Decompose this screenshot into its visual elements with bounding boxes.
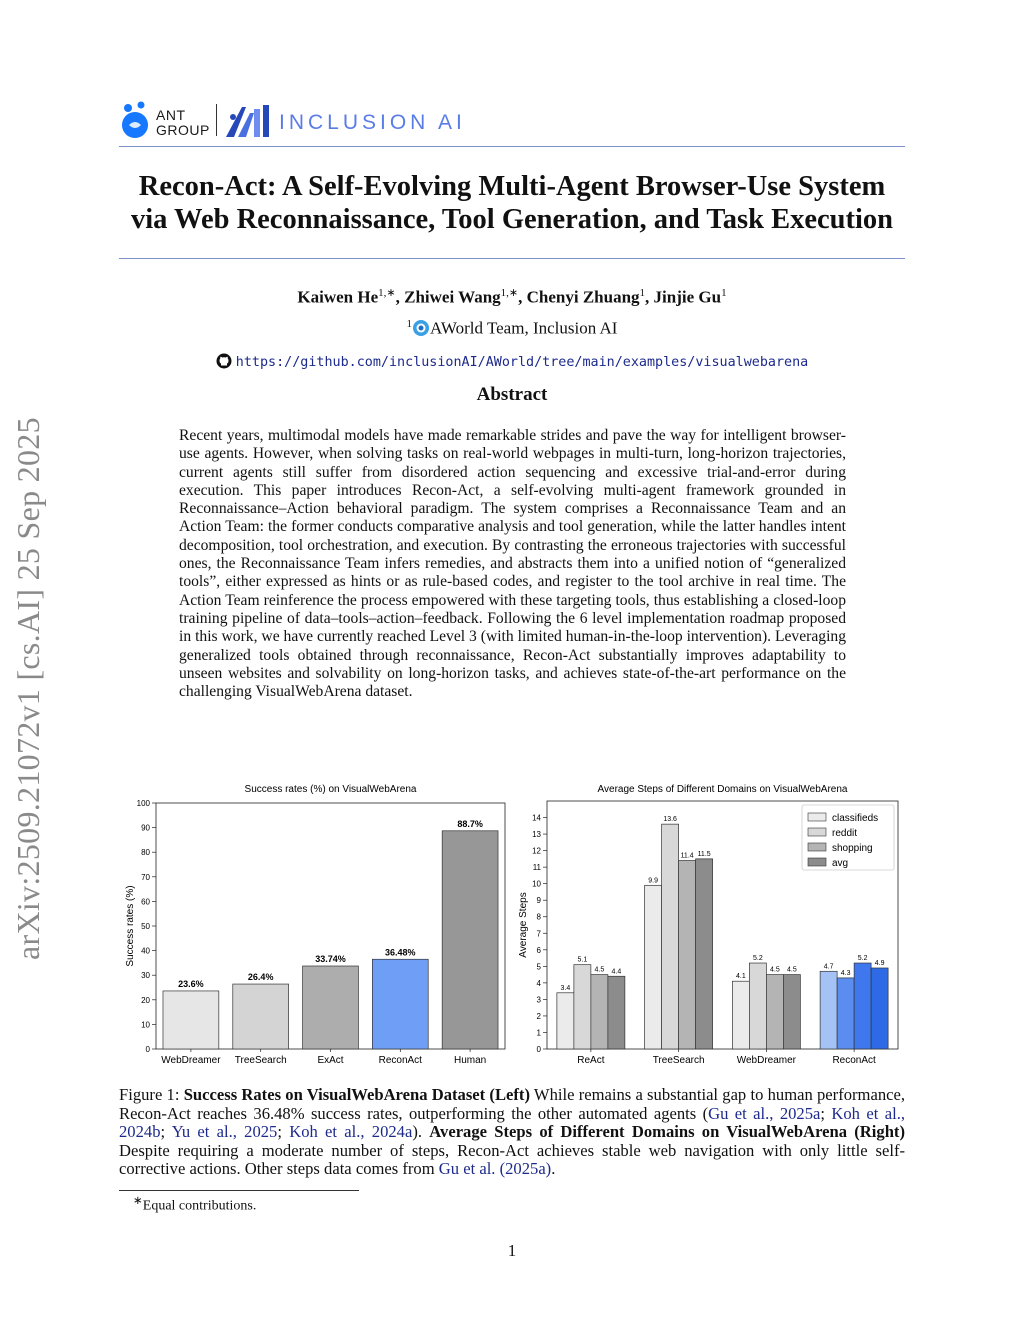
y-axis-label: Success rates (%): [125, 885, 136, 967]
abstract-body: Recent years, multimodal models have made remarkable strides and pave the way for intelligent browser-use agents. However, when solving tasks on real-world webpages in multi-turn, long-horizon trajectories, current agents still suffer from disordered action sequencing and excessive trial-and-error during execution. This paper introduces Recon-Act, a self-evolving multi-agent framework grounded in Reconnaissance–Action behavioral paradigm. The system comprises a Reconnaissance Team and an Action Team: the former conducts comparative analysis and tool generation, while the latter handles intent decomposition, tool orchestration, and execution. By contrasting the erroneous trajectories with successful ones, the Reconnaissance Team infers remedies, and abstracts them into a unified notion of “generalized tools”, either expressed as hints or as rule-based codes, and register to the tool archive in real time. The Action Team reinference the process empowered with these targeting tools, thus establishing a closed-loop training pipeline of data–tools–action–feedback. Following the 6 level implementation roadmap proposed in this work, we have currently reached Level 3 (with limited human-in-the-loop intervention). Leveraging generalized tools obtained through reconnaissance, Recon-Act substantially improves adaptability to unseen websites and solvability on long-horizon tasks, and achieves state-of-the-art performance on the challenging VisualWebArena dataset.: [179, 427, 846, 701]
bar: [372, 959, 428, 1049]
bar: [442, 831, 498, 1049]
bar-value-label: 4.5: [770, 966, 780, 974]
legend-swatch: [808, 858, 826, 866]
x-tick-label: ReAct: [577, 1055, 605, 1066]
y-tick-label: 30: [141, 971, 150, 981]
bar: [783, 975, 800, 1049]
bar: [749, 963, 766, 1049]
caption-sep: ;: [160, 1122, 172, 1142]
bar: [591, 975, 608, 1049]
author-name: Zhiwei Wang: [404, 287, 501, 307]
caption-text: ).: [412, 1122, 430, 1142]
y-tick-label: 10: [141, 1020, 150, 1030]
bar-value-label: 4.3: [840, 969, 851, 977]
title-line-2: via Web Reconnaissance, Tool Generation, and Task Execution: [131, 204, 893, 235]
bar-value-label: 4.5: [594, 966, 605, 974]
footnote-text: Equal contributions.: [142, 1198, 257, 1214]
caption-text: While remains a substantial gap to human performance, Recon-Act reaches 36.48% success rates, outperforming the other automated agents (: [119, 1085, 905, 1123]
author-sup: 1: [639, 287, 646, 299]
bar-value-label: 4.5: [787, 966, 797, 974]
y-tick-label: 90: [141, 823, 150, 833]
bar-value-label: 23.6%: [178, 978, 204, 989]
bar: [696, 859, 713, 1049]
bar: [820, 971, 837, 1049]
bar: [557, 993, 574, 1049]
y-tick-label: 40: [141, 946, 150, 956]
legend-entry: avg: [832, 858, 849, 869]
github-icon: [216, 353, 232, 369]
x-tick-label: ReconAct: [832, 1055, 876, 1066]
author-sup: 1,∗: [500, 287, 519, 299]
y-tick-label: 4: [536, 978, 541, 988]
x-tick-label: ReconAct: [378, 1055, 422, 1066]
logo-divider: [216, 104, 217, 136]
y-tick-label: 1: [536, 1028, 541, 1038]
title-line-1: Recon-Act: A Self-Evolving Multi-Agent Browser-Use System: [138, 171, 886, 202]
author-list: Kaiwen $He^{1,∗}$, Zhiwei Wang$^{1,∗}$, Chenyi Zhuang$^1$, Jinjie Gu$^1$: [297, 287, 727, 307]
author-name: Jinjie Gu: [653, 287, 722, 307]
affiliation: [119, 318, 905, 339]
paper-title: [110, 170, 914, 236]
y-tick-label: 3: [536, 995, 541, 1005]
bar-value-label: 5.2: [857, 955, 868, 963]
chart-title: Success rates (%) on VisualWebArena: [244, 784, 417, 795]
chart-title: Average Steps of Different Domains on VisualWebArena: [597, 784, 848, 795]
legend-entry: classifieds: [832, 813, 879, 824]
citation-link[interactable]: Gu et al. (2025a): [438, 1159, 552, 1179]
y-tick-label: 10: [532, 879, 541, 889]
bar-value-label: 3.4: [560, 984, 571, 992]
abstract-heading: Abstract: [476, 384, 548, 405]
citation-link[interactable]: Koh et al., 2024a: [289, 1122, 413, 1142]
y-tick-label: 0: [536, 1045, 541, 1054]
bar: [679, 861, 696, 1049]
citation-link[interactable]: Gu et al., 2025a: [708, 1103, 821, 1123]
bar: [574, 965, 591, 1049]
x-tick-label: TreeSearch: [652, 1055, 705, 1066]
ant-group-logo-icon: [119, 99, 153, 139]
y-tick-label: 100: [136, 799, 150, 808]
inclusion-ai-wordmark: INCLUSION AI: [279, 111, 466, 134]
author-name: Kaiwen He: [297, 287, 379, 307]
bar: [608, 976, 625, 1049]
bar-value-label: 5.1: [577, 956, 588, 964]
y-tick-label: 20: [141, 995, 150, 1005]
y-tick-label: 11: [532, 863, 541, 873]
bar: [766, 975, 783, 1049]
citation-link[interactable]: Koh et al., 2024b: [119, 1103, 905, 1142]
bar: [163, 991, 219, 1049]
y-tick-label: 2: [536, 1011, 541, 1021]
bar: [837, 978, 854, 1049]
caption-sep: ;: [277, 1122, 290, 1142]
bar-value-label: 4.9: [874, 959, 885, 967]
x-tick-label: TreeSearch: [234, 1055, 287, 1066]
average-steps-chart: [513, 777, 906, 1069]
bar: [645, 885, 662, 1049]
caption-text: Despite requiring a moderate number of steps, Recon-Act achieves stable web navigation with only little self-corrective actions. Other steps data comes from: [119, 1140, 905, 1179]
inclusion-ai-logo-icon: [224, 103, 272, 139]
y-tick-label: 8: [536, 912, 541, 922]
repo-link[interactable]: https://github.com/inclusionAI/AWorld/tree/main/examples/visualwebarena: [235, 355, 809, 370]
bar-value-label: 11.5: [697, 850, 711, 858]
caption-bold-left: Success Rates on VisualWebArena Dataset (Left): [183, 1085, 530, 1104]
y-tick-label: 14: [532, 813, 541, 823]
arxiv-stamp: arXiv:2509.21072v1 [cs.AI] 25 Sep 2025: [10, 417, 46, 960]
author-sup: 1: [721, 287, 727, 299]
x-tick-label: ExAct: [317, 1055, 344, 1066]
bar-value-label: 9.9: [648, 877, 658, 885]
bar: [303, 966, 359, 1049]
y-axis-label: Average Steps: [518, 892, 529, 958]
bar-value-label: 5.2: [753, 955, 763, 963]
y-tick-label: 70: [141, 872, 150, 882]
bar: [732, 981, 749, 1049]
y-tick-label: 0: [145, 1045, 150, 1054]
y-tick-label: 9: [536, 896, 541, 906]
bar-value-label: 13.6: [663, 816, 677, 824]
author-sup: 1,∗: [378, 287, 396, 299]
caption-bold-right: Average Steps of Different Domains on VisualWebArena (Right): [429, 1122, 905, 1142]
y-tick-label: 7: [536, 929, 541, 939]
y-tick-label: 13: [532, 830, 541, 840]
y-tick-label: 60: [141, 897, 150, 907]
bar: [871, 968, 888, 1049]
y-tick-label: 5: [536, 962, 541, 972]
x-tick-label: WebDreamer: [736, 1055, 797, 1066]
aworld-logo-icon: [412, 319, 430, 337]
bar: [233, 984, 289, 1049]
bar: [662, 824, 679, 1049]
bar-value-label: 36.48%: [385, 947, 416, 958]
y-tick-label: 12: [532, 846, 541, 856]
caption-text: .: [551, 1159, 556, 1179]
success-rate-chart: [117, 777, 509, 1069]
header-logos: [119, 97, 519, 143]
title-rule: [119, 258, 905, 259]
affiliation-sup: 1: [406, 318, 413, 330]
ant-logo-line1: ANT: [156, 107, 186, 123]
legend-entry: reddit: [832, 828, 858, 839]
bar-value-label: 33.74%: [315, 953, 346, 964]
y-tick-label: 80: [141, 848, 150, 858]
page-number: 1: [507, 1241, 517, 1260]
citation-link[interactable]: Yu et al., 2025: [171, 1122, 278, 1142]
legend-entry: shopping: [832, 843, 873, 854]
repo-link-row: [119, 353, 905, 370]
bar-value-label: 88.7%: [457, 818, 483, 829]
caption-sep: ;: [820, 1103, 832, 1123]
x-tick-label: WebDreamer: [161, 1055, 221, 1066]
affiliation-name: AWorld Team, Inclusion AI: [430, 318, 618, 338]
figure-caption: [119, 1086, 905, 1179]
author-name: Chenyi Zhuang: [526, 287, 640, 307]
x-tick-label: Human: [453, 1055, 487, 1066]
footnote: [133, 1193, 256, 1215]
bar-value-label: 4.7: [823, 963, 834, 971]
caption-prefix: Figure 1:: [119, 1085, 184, 1104]
bar-value-label: 11.4: [680, 852, 694, 860]
bar-value-label: 26.4%: [247, 972, 274, 983]
y-tick-label: 50: [141, 922, 150, 931]
footnote-rule: [119, 1190, 359, 1191]
y-tick-label: 6: [536, 945, 541, 955]
legend-swatch: [808, 828, 826, 836]
header-rule: [119, 146, 905, 147]
ant-logo-line2: GROUP: [156, 122, 210, 138]
bar-value-label: 4.4: [611, 968, 622, 976]
bar-value-label: 4.1: [736, 973, 746, 981]
legend-swatch: [808, 813, 826, 821]
legend-swatch: [808, 843, 826, 851]
bar: [854, 963, 871, 1049]
footnote-sup: ∗: [133, 1194, 143, 1207]
